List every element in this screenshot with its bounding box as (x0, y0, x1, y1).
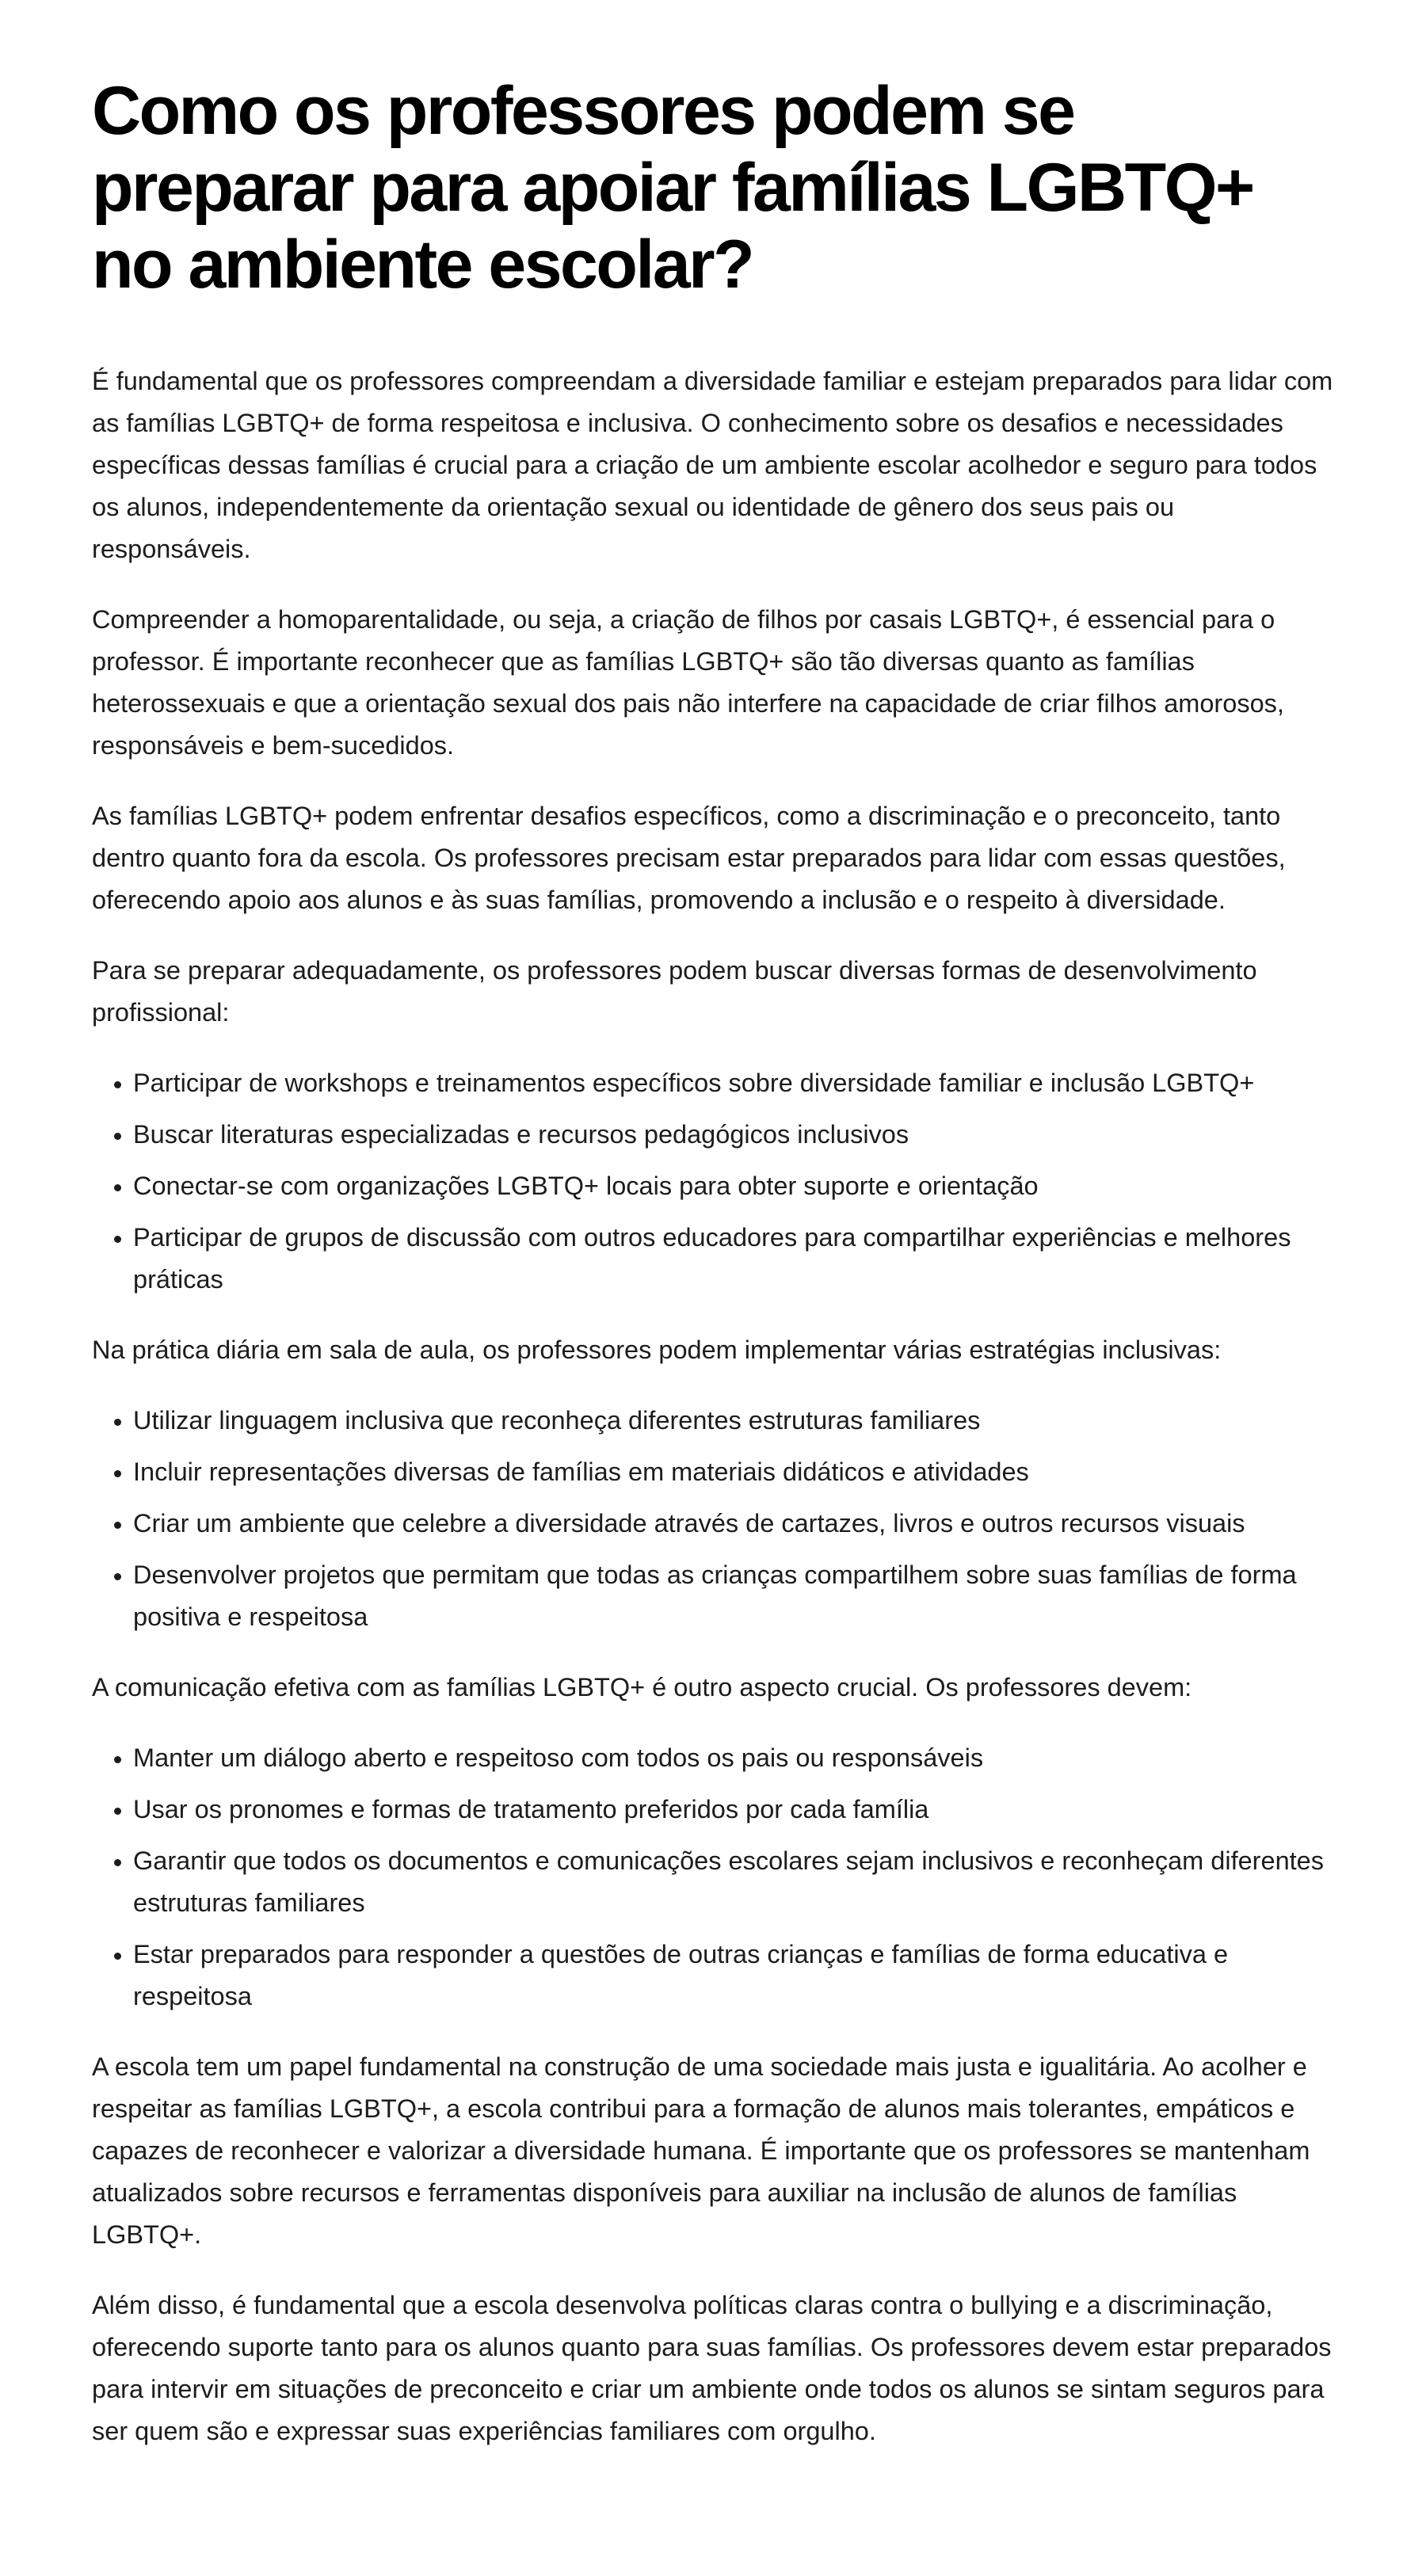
list-item: • Utilizar linguagem inclusiva que reconheça diferentes estruturas familiares (133, 1400, 1336, 1442)
list-item: • Incluir representações diversas de famílias em materiais didáticos e atividades (133, 1451, 1336, 1493)
paragraph: Na prática diária em sala de aula, os professores podem implementar várias estratégias inclusivas: (92, 1336, 1222, 1364)
list-item: • Garantir que todos os documentos e comunicações escolares sejam inclusivos e reconheçam diferentes estruturas familiares (133, 1840, 1336, 1924)
paragraph: Além disso, é fundamental que a escola desenvolva políticas claras contra o bullying e a discriminação, oferecendo suporte tanto para os alunos quanto para suas famílias. Os professores devem estar preparados para intervir em situações de preconceito e criar um ambiente onde todos os alunos se sintam seguros para ser quem são e expressar suas experiências familiares com orgulho. (92, 2291, 1332, 2445)
professional-development-list (92, 1062, 1336, 1301)
paragraph: A escola tem um papel fundamental na construção de uma sociedade mais justa e igualitária. Ao acolher e respeitar as famílias LGBTQ+, a escola contribui para a formação de alunos mais tolerantes, empáticos e capazes de reconhecer e valorizar a diversidade humana. É importante que os professores se mantenham atualizados sobre recursos e ferramentas disponíveis para auxiliar na inclusão de alunos de famílias LGBTQ+. (92, 2052, 1310, 2249)
paragraph: A comunicação efetiva com as famílias LGBTQ+ é outro aspecto crucial. Os professores devem: (92, 1673, 1192, 1701)
list-item: • Manter um diálogo aberto e respeitoso com todos os pais ou responsáveis (133, 1737, 1336, 1779)
paragraph: As famílias LGBTQ+ podem enfrentar desafios específicos, como a discriminação e o preconceito, tanto dentro quanto fora da escola. Os professores precisam estar preparados para lidar com essas questões, oferecendo apoio aos alunos e às suas famílias, promovendo a inclusão e o respeito à diversidade. (92, 802, 1286, 914)
list-item: • Buscar literaturas especializadas e recursos pedagógicos inclusivos (133, 1114, 1336, 1156)
list-item: • Criar um ambiente que celebre a diversidade através de cartazes, livros e outros recursos visuais (133, 1503, 1336, 1545)
list-item: • Desenvolver projetos que permitam que todas as crianças compartilhem sobre suas famílias de forma positiva e respeitosa (133, 1554, 1336, 1638)
paragraph: Compreender a homoparentalidade, ou seja, a criação de filhos por casais LGBTQ+, é essencial para o professor. É importante reconhecer que as famílias LGBTQ+ são tão diversas quanto as famílias heterossexuais e que a orientação sexual dos pais não interfere na capacidade de criar filhos amorosos, responsáveis e bem-sucedidos. (92, 605, 1284, 760)
list-item: • Participar de workshops e treinamentos específicos sobre diversidade familiar e inclusão LGBTQ+ (133, 1062, 1336, 1104)
list-item: • Usar os pronomes e formas de tratamento preferidos por cada família (133, 1789, 1336, 1831)
classroom-strategies-list (92, 1400, 1336, 1638)
paragraph: É fundamental que os professores compreendam a diversidade familiar e estejam preparados para lidar com as famílias LGBTQ+ de forma respeitosa e inclusiva. O conhecimento sobre os desafios e necessidades específicas dessas famílias é crucial para a criação de um ambiente escolar acolhedor e seguro para todos os alunos, independentemente da orientação sexual ou identidade de gênero dos seus pais ou responsáveis. (92, 367, 1333, 563)
page-title: Como os professores podem se preparar para apoiar famílias LGBTQ+ no ambiente escolar? (92, 73, 1253, 303)
communication-list (92, 1737, 1336, 2018)
paragraph: Para se preparar adequadamente, os professores podem buscar diversas formas de desenvolvimento profissional: (92, 956, 1257, 1027)
list-item: • Estar preparados para responder a questões de outras crianças e famílias de forma educativa e respeitosa (133, 1934, 1336, 2018)
list-item: • Participar de grupos de discussão com outros educadores para compartilhar experiências e melhores práticas (133, 1217, 1336, 1301)
list-item: • Conectar-se com organizações LGBTQ+ locais para obter suporte e orientação (133, 1165, 1336, 1207)
